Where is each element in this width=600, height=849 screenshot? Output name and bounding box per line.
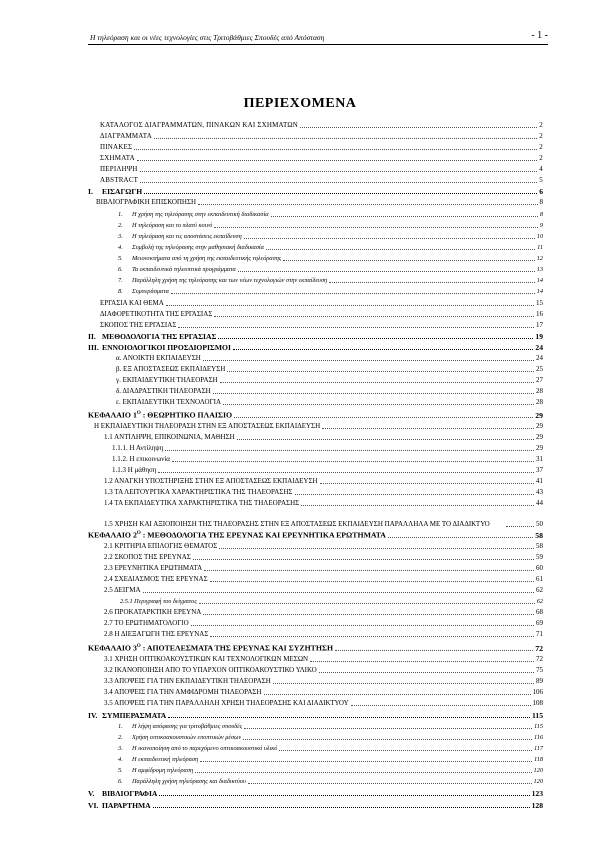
toc-entry-page: 72 <box>536 655 543 663</box>
dot-leader <box>210 636 534 637</box>
dot-leader <box>279 750 532 751</box>
toc-entry-label: 2.4 ΣΧΕΔΙΑΣΜΟΣ ΤΗΣ ΕΡΕΥΝΑΣ <box>104 575 208 583</box>
dot-leader <box>248 783 532 784</box>
toc-entry[interactable] <box>88 721 543 731</box>
toc-entry-page: 15 <box>536 299 543 307</box>
toc-entry-page: 29 <box>536 444 543 452</box>
toc-entry-page: 120 <box>533 767 543 774</box>
toc-entry-page: 6 <box>539 187 543 196</box>
dot-leader <box>137 160 537 161</box>
toc-entry-page: 59 <box>536 553 543 561</box>
toc-entry-number: 5. <box>118 255 123 262</box>
dot-leader <box>198 204 537 205</box>
toc-entry-page: 5 <box>539 176 543 184</box>
toc-entry[interactable] <box>88 607 543 617</box>
toc-entry-page: 2 <box>539 121 543 129</box>
toc-entry-label: 2.6 ΠΡΟΚΑΤΑΡΚΤΙΚΗ ΕΡΕΥΝΑ <box>104 608 202 616</box>
toc-entry-label: ΔΙΑΦΟΡΕΤΙΚΟΤΗΤΑ ΤΗΣ ΕΡΓΑΣΙΑΣ <box>100 310 213 318</box>
dot-leader <box>210 581 534 582</box>
dot-leader <box>214 227 537 228</box>
dot-leader <box>153 807 530 808</box>
dot-leader <box>143 592 534 593</box>
toc-entry-label: 2.8 Η ΔΙΕΞΑΓΩΓΗ ΤΗΣ ΕΡΕΥΝΑΣ <box>104 630 209 638</box>
toc-entry-label: 1.1.1. Η Αντίληψη <box>112 444 164 452</box>
toc-entry-label: ΒΙΒΛΙΟΓΡΑΦΙΚΗ ΕΠΙΣΚΟΠΗΣΗ <box>96 198 197 206</box>
toc-entry-label: Η τηλεόραση και τις αποστάσεις εκπαίδευση <box>132 233 242 240</box>
toc-entry-page: 106 <box>532 688 543 696</box>
toc-entry-label: ΕΡΓΑΣΙΑ ΚΑΙ ΘΕΜΑ <box>100 299 164 307</box>
toc-entry-page: 24 <box>536 354 543 362</box>
dot-leader <box>144 193 537 194</box>
toc-entry-page: 62 <box>536 598 543 605</box>
toc-entry-label: 2.7 ΤΟ ΕΡΩΤΗΜΑΤΟΛΟΓΙΟ <box>104 619 189 627</box>
toc-entry[interactable] <box>88 253 543 263</box>
toc-entry-label: 2.2 ΣΚΟΠΟΣ ΤΗΣ ΕΡΕΥΝΑΣ <box>104 553 191 561</box>
toc-entry-label <box>88 642 333 653</box>
toc-entry-label: Τα εκπαιδευτικά τηλεοπτικά προγράμματα <box>132 266 236 273</box>
toc-entry-page: 17 <box>536 321 543 329</box>
toc-entry-page: 2 <box>539 132 543 140</box>
toc-entry-label: ΠΕΡΙΛΗΨΗ <box>100 165 138 173</box>
toc-entry[interactable] <box>88 665 543 675</box>
toc-entry[interactable] <box>88 765 543 775</box>
dot-leader <box>171 293 535 294</box>
toc-entry-page: 19 <box>535 332 543 341</box>
dot-leader <box>218 338 533 339</box>
dot-leader <box>140 171 538 172</box>
toc-entry-page: 89 <box>536 677 543 685</box>
toc-entry-page: 117 <box>534 745 543 752</box>
dot-leader <box>244 238 535 239</box>
toc-entry-number: 5. <box>118 767 123 774</box>
toc-entry-page: 61 <box>536 575 543 583</box>
toc-entry-label: 2.5 ΔΕΙΓΜΑ <box>104 586 141 594</box>
toc-entry[interactable] <box>88 386 543 396</box>
toc-entry[interactable] <box>88 220 543 230</box>
toc-entry[interactable] <box>88 654 543 664</box>
dot-leader <box>264 694 531 695</box>
dot-leader <box>154 138 537 139</box>
toc-entry-label: Συμβολή της τηλεόρασης στην μαθησιακή διαδικασία <box>132 244 264 251</box>
toc-entry[interactable] <box>88 618 543 628</box>
toc-entry-label: Η εκπαιδευτική τηλεόραση <box>132 756 199 763</box>
toc-entry[interactable] <box>88 476 543 486</box>
dot-leader <box>237 439 534 440</box>
toc-entry[interactable] <box>88 776 543 786</box>
toc-entry[interactable] <box>88 487 543 497</box>
toc-entry[interactable] <box>88 186 543 196</box>
toc-entry-page: 13 <box>536 266 543 273</box>
dot-leader <box>506 526 534 527</box>
toc-entry-label: 1.1.2. Η επικοινωνία <box>112 455 170 463</box>
toc-entry-page: 37 <box>536 466 543 474</box>
toc-entry-page: 69 <box>536 619 543 627</box>
toc-entry[interactable] <box>88 454 543 464</box>
toc-entry[interactable] <box>88 530 543 540</box>
toc-entry[interactable] <box>88 275 543 285</box>
toc-entry-label: Η ΕΚΠΑΙΔΕΥΤΙΚΗ ΤΗΛΕΟΡΑΣΗ ΣΤΗΝ ΕΞ ΑΠΟΣΤΑΣΕΩΣ ΕΚΠΑΙΔΕΥΣΗ <box>94 422 321 430</box>
toc-entry-page: 2 <box>539 154 543 162</box>
toc-entry-label: ΔΙΑΓΡΑΜΜΑΤΑ <box>100 132 152 140</box>
dot-leader <box>320 483 534 484</box>
dot-leader <box>195 772 531 773</box>
toc-entry[interactable] <box>88 264 543 274</box>
dot-leader <box>168 717 530 718</box>
toc-entry-label: β. ΕΞ ΑΠΟΣΤΑΣΕΩΣ ΕΚΠΑΙΔΕΥΣΗ <box>116 365 226 373</box>
toc-entry-number: 4. <box>118 756 123 763</box>
toc-entry[interactable] <box>88 643 543 653</box>
toc-entry-label <box>88 529 386 540</box>
toc-entry[interactable] <box>88 443 543 453</box>
toc-entry-number: III. <box>88 343 99 352</box>
page-header <box>88 30 548 45</box>
toc-entry-page: 29 <box>536 433 543 441</box>
toc-entry-page: 118 <box>534 756 543 763</box>
toc-entry[interactable] <box>88 153 543 163</box>
toc-entry-label: 1.5 ΧΡΗΣΗ ΚΑΙ ΑΞΙΟΠΟΙΗΣΗ ΤΗΣ ΤΗΛΕΟΡΑΣΗΣ ΣΤΗΝ ΕΞ ΑΠΟΣΤΑΣΕΩΣ ΕΚΠΑΙΔΕΥΣΗ ΠΑΡΑΛΛΗΛΑ ΜΕ ΤΟ ΔΙΑΔΙΚΤΥΟ <box>104 520 490 528</box>
toc-entry[interactable] <box>88 629 543 639</box>
toc-entry-page: 43 <box>536 488 543 496</box>
toc-entry[interactable] <box>88 120 543 130</box>
toc-entry-page: 10 <box>536 233 543 240</box>
dot-leader <box>140 182 537 183</box>
dot-leader <box>203 614 534 615</box>
dot-leader <box>244 728 532 729</box>
dot-leader <box>233 349 533 350</box>
toc-entry[interactable] <box>88 743 543 753</box>
toc-entry-page: 27 <box>536 376 543 384</box>
toc-entry-page: 128 <box>531 801 543 810</box>
toc-entry-number: 1. <box>118 723 123 730</box>
dot-leader <box>310 661 534 662</box>
toc-entry-label: 1.1 ΑΝΤΙΛΗΨΗ, ΕΠΙΚΟΙΝΩΝΙΑ, ΜΑΘΗΣΗ <box>104 433 235 441</box>
toc-entry[interactable] <box>88 676 543 686</box>
toc-entry-label: α. ΑΝΟΙΚΤΗ ΕΚΠΑΙΔΕΥΣΗ <box>116 354 201 362</box>
toc-entry-label: 3.1 ΧΡΗΣΗ ΟΠΤΙΚΟΑΚΟΥΣΤΙΚΩΝ ΚΑΙ ΤΕΧΝΟΛΟΓΙΚΩΝ ΜΕΣΩΝ <box>104 655 309 663</box>
toc-entry-label: 3.2 ΙΚΑΝΟΠΟΙΗΣΗ ΑΠΟ ΤΟ ΥΠΑΡΧΟΝ ΟΠΤΙΚΟΑΚΟΥΣΤΙΚΟ ΥΛΙΚΟ <box>104 666 317 674</box>
toc-entry[interactable] <box>88 197 543 207</box>
dot-leader <box>273 683 534 684</box>
toc-entry[interactable] <box>88 465 543 475</box>
dot-leader <box>322 428 534 429</box>
dot-leader <box>388 537 533 538</box>
toc-entry-label: Μειονεκτήματα από τη χρήση της εκπαιδευτικής τηλεόρασης <box>132 255 282 262</box>
toc-entry-page: 29 <box>535 411 543 420</box>
toc-entry-page: 24 <box>535 343 543 352</box>
toc-entry-label: ΚΑΤΑΛΟΓΟΣ ΔΙΑΓΡΑΜΜΑΤΩΝ, ΠΙΝΑΚΩΝ ΚΑΙ ΣΧΗΜΑΤΩΝ <box>100 121 299 129</box>
toc-entry[interactable] <box>88 509 543 529</box>
dot-leader <box>213 393 534 394</box>
toc-entry-page: 8 <box>539 211 543 218</box>
toc-entry-label: 2.1 ΚΡΙΤΗΡΙΑ ΕΠΙΛΟΓΗΣ ΘΕΜΑΤΟΣ <box>104 542 218 550</box>
toc-entry[interactable] <box>88 563 543 573</box>
chapter-label: ΚΕΦΑΛΑΙΟ 3 <box>88 644 137 653</box>
toc-entry-page: 16 <box>536 310 543 318</box>
toc-entry-number: I. <box>88 187 93 196</box>
toc-entry-page: 14 <box>536 288 543 295</box>
toc-entry[interactable] <box>88 421 543 431</box>
toc-entry-page: 120 <box>533 778 543 785</box>
toc-entry-label: Συμπεράσματα <box>132 288 169 295</box>
toc-entry-label: γ. ΕΚΠΑΙΔΕΥΤΙΚΗ ΤΗΛΕΟΡΑΣΗ <box>116 376 218 384</box>
dot-leader <box>351 705 531 706</box>
toc-entry-label: Παράλληλη χρήση τηλεόρασης και διαδικτύου <box>132 778 246 785</box>
toc-entry-label: 1.2 ΑΝΑΓΚΗ ΥΠΟΣΤΗΡΙΞΗΣ ΣΤΗΝ ΕΞ ΑΠΟΣΤΑΣΕΩΣ ΕΚΠΑΙΔΕΥΣΗ <box>104 477 318 485</box>
dot-leader <box>199 603 535 604</box>
chapter-superscript: Ο <box>136 411 141 417</box>
toc-entry-page: 58 <box>536 542 543 550</box>
toc-entry[interactable] <box>88 320 543 330</box>
toc-entry-label: δ. ΔΙΑΔΡΑΣΤΙΚΗ ΤΗΛΕΟΡΑΣΗ <box>116 387 211 395</box>
toc-entry-number: 2. <box>118 222 123 229</box>
toc-entry-label: 1.3 ΤΑ ΛΕΙΤΟΥΡΓΙΚΑ ΧΑΡΑΚΤΗΡΙΣΤΙΚΑ ΤΗΣ ΤΗΛΕΟΡΑΣΗΣ <box>104 488 293 496</box>
toc-entry[interactable] <box>88 552 543 562</box>
toc-entry-page: 75 <box>536 666 543 674</box>
dot-leader <box>178 327 534 328</box>
toc-entry-number: II. <box>88 332 96 341</box>
toc-entry-number: V. <box>88 789 95 798</box>
toc-entry-label: Η αμφίδρομη τηλεόραση <box>132 767 194 774</box>
toc-entry[interactable] <box>88 309 543 319</box>
dot-leader <box>295 494 535 495</box>
dot-leader <box>204 570 534 571</box>
dot-leader <box>220 382 534 383</box>
toc-entry-page: 71 <box>536 630 543 638</box>
toc-entry-number: 4. <box>118 244 123 251</box>
toc-entry[interactable] <box>88 788 543 798</box>
chapter-superscript: Ο <box>136 531 141 537</box>
dot-leader <box>158 472 534 473</box>
toc-entry-label: ΜΕΘΟΔΟΛΟΓΙΑ ΤΗΣ ΕΡΓΑΣΙΑΣ <box>102 332 217 341</box>
toc-entry-page: 58 <box>535 531 543 540</box>
toc-entry-label: ΕΝΝΟΙΟΛΟΓΙΚΟΙ ΠΡΟΣΔΙΟΡΙΣΜΟΙ <box>102 343 231 352</box>
toc-entry-label: ΣΥΜΠΕΡΑΣΜΑΤΑ <box>102 711 167 720</box>
dot-leader <box>227 371 534 372</box>
dot-leader <box>219 548 534 549</box>
dot-leader <box>172 461 534 462</box>
toc-entry[interactable] <box>88 732 543 742</box>
toc-entry[interactable] <box>88 800 543 810</box>
toc-entry-label: 3.5 ΑΠΟΨΕΙΣ ΓΙΑ ΤΗΝ ΠΑΡΑΛΛΗΛΗ ΧΡΗΣΗ ΤΗΛΕΟΡΑΣΗΣ ΚΑΙ ΔΙΑΔΙΚΤΥΟΥ <box>104 699 349 707</box>
toc-entry[interactable] <box>88 710 543 720</box>
toc-entry-number: VI. <box>88 801 99 810</box>
chapter-title: : ΘΕΩΡΗΤΙΚΟ ΠΛΑΙΣΙΟ <box>140 411 233 420</box>
dot-leader <box>203 360 534 361</box>
toc-entry-number: 6. <box>118 778 123 785</box>
toc-entry-page: 115 <box>532 711 543 720</box>
dot-leader <box>214 316 534 317</box>
dot-leader <box>283 260 534 261</box>
dot-leader <box>301 505 534 506</box>
toc-entry-label: Η τηλεόραση και το πλατύ κοινό <box>132 222 213 229</box>
toc-entry[interactable] <box>88 687 543 697</box>
toc-entry-label: Χρήση οπτικοακουστικών εποπτικών μέσων <box>132 734 242 741</box>
toc-entry[interactable] <box>88 574 543 584</box>
chapter-title: : ΑΠΟΤΕΛΕΣΜΑΤΑ ΤΗΣ ΕΡΕΥΝΑΣ ΚΑΙ ΣΥΖΗΤΗΣΗ <box>140 644 334 653</box>
toc-entry[interactable] <box>88 331 543 341</box>
dot-leader <box>335 650 533 651</box>
toc-entry-page: 11 <box>537 244 543 251</box>
dot-leader <box>300 127 537 128</box>
toc-entry-page: 8 <box>539 198 543 206</box>
toc-entry-label: 2.3 ΕΡΕΥΝΗΤΙΚΑ ΕΡΩΤΗΜΑΤΑ <box>104 564 203 572</box>
toc-entry-label: 1.4 ΤΑ ΕΚΠΑΙΔΕΥΤΙΚΑ ΧΑΡΑΚΤΗΡΙΣΤΙΚΑ ΤΗΣ ΤΗΛΕΟΡΑΣΗΣ <box>104 499 300 507</box>
toc-entry-page: 12 <box>536 255 543 262</box>
chapter-title: : ΜΕΘΟΔΟΛΟΓΙΑ ΤΗΣ ΕΡΕΥΝΑΣ ΚΑΙ ΕΡΕΥΝΗΤΙΚΑ ΕΡΩΤΗΜΑΤΑ <box>140 531 386 540</box>
toc-entry[interactable] <box>88 698 543 708</box>
toc-entry-label: Παράλληλη χρήση της τηλεόρασης και των νέων τεχνολογιών στην εκπαίδευση <box>132 277 328 284</box>
toc-entry-label: 3.4 ΑΠΟΨΕΙΣ ΓΙΑ ΤΗΝ ΑΜΦΙΔΡΟΜΗ ΤΗΛΕΟΡΑΣΗ <box>104 688 262 696</box>
toc-entry-page: 72 <box>535 644 543 653</box>
toc-entry-label: ΠΙΝΑΚΕΣ <box>100 143 133 151</box>
toc-entry-label: 2.5.1 Περιγραφή του δείγματος <box>120 598 197 605</box>
dot-leader <box>134 149 537 150</box>
toc-entry-page: 50 <box>536 520 543 528</box>
toc-entry[interactable] <box>88 353 543 363</box>
toc-entry[interactable] <box>88 498 543 508</box>
toc-entry-page: 28 <box>536 387 543 395</box>
toc-entry[interactable] <box>88 164 543 174</box>
toc-entry-page: 123 <box>531 789 543 798</box>
toc-entry-label: ΣΧΗΜΑΤΑ <box>100 154 135 162</box>
toc-entry[interactable] <box>88 175 543 185</box>
toc-entry-page: 44 <box>536 499 543 507</box>
toc-entry-number: 8. <box>118 288 123 295</box>
toc-entry-page: 28 <box>536 398 543 406</box>
dot-leader <box>329 282 535 283</box>
toc-entry[interactable] <box>88 242 543 252</box>
toc-entry-label: Η λήψη απόφασης για τριτοβάθμιες σπουδές <box>132 723 243 730</box>
toc-entry[interactable] <box>88 209 543 219</box>
toc-entry[interactable] <box>88 596 543 606</box>
toc-entry-label: ΒΙΒΛΙΟΓΡΑΦΙΑ <box>102 789 158 798</box>
toc-entry-number: 3. <box>118 745 123 752</box>
toc-entry-number: 3. <box>118 233 123 240</box>
toc-entry[interactable] <box>88 231 543 241</box>
dot-leader <box>271 216 538 217</box>
toc-entry-number: 7. <box>118 277 123 284</box>
toc-entry-page: 108 <box>532 699 543 707</box>
toc-entry-label <box>88 409 232 420</box>
toc-entry[interactable] <box>88 286 543 296</box>
dot-leader <box>238 271 535 272</box>
toc-entry-page: 68 <box>536 608 543 616</box>
toc-entry[interactable] <box>88 364 543 374</box>
toc-entry-page: 115 <box>534 723 543 730</box>
toc-entry[interactable] <box>88 410 543 420</box>
toc-entry[interactable] <box>88 397 543 407</box>
dot-leader <box>165 450 534 451</box>
toc-entry-number: 6. <box>118 266 123 273</box>
toc-entry-label: ΠΑΡΑΡΤΗΜΑ <box>102 801 151 810</box>
toc-entry-number: 2. <box>118 734 123 741</box>
page-number: - 1 - <box>531 30 548 41</box>
toc-entry[interactable] <box>88 131 543 141</box>
chapter-label: ΚΕΦΑΛΑΙΟ 1 <box>88 411 137 420</box>
toc-title: ΠΕΡΙΕΧΟΜΕΝΑ <box>243 96 357 111</box>
toc-entry-page: 41 <box>536 477 543 485</box>
dot-leader <box>266 249 535 250</box>
toc-entry-label: 3.3 ΑΠΟΨΕΙΣ ΓΙΑ ΤΗΝ ΕΚΠΑΙΔΕΥΤΙΚΗ ΤΗΛΕΟΡΑΣΗ <box>104 677 271 685</box>
chapter-superscript: Ο <box>136 644 141 650</box>
toc-entry-label: ε. ΕΚΠΑΙΔΕΥΤΙΚΗ ΤΕΧΝΟΛΟΓΙΑ <box>116 398 222 406</box>
toc-entry-label: ΣΚΟΠΟΣ ΤΗΣ ΕΡΓΑΣΙΑΣ <box>100 321 177 329</box>
dot-leader <box>200 761 532 762</box>
toc-entry-page: 60 <box>536 564 543 572</box>
chapter-label: ΚΕΦΑΛΑΙΟ 2 <box>88 531 137 540</box>
toc-entry[interactable] <box>88 375 543 385</box>
toc-entry-page: 2 <box>539 143 543 151</box>
toc-entry-label: 1.1.3 Η μάθηση <box>112 466 157 474</box>
dot-leader <box>191 625 534 626</box>
toc-entry-label: ΕΙΣΑΓΩΓΗ <box>102 187 143 196</box>
dot-leader <box>193 559 534 560</box>
toc-entry-label: Η χρήση της τηλεόρασης στην εκπαιδευτική διαδικασία <box>132 211 269 218</box>
toc-entry-page: 9 <box>539 222 543 229</box>
toc-entry[interactable] <box>88 541 543 551</box>
toc-entry-number: 1. <box>118 211 123 218</box>
dot-leader <box>234 417 533 418</box>
header-title: Η τηλεόραση και οι νέες τεχνολογίες στις Τριτοβάθμιες Σπουδές από Απόσταση <box>90 33 325 42</box>
toc-entry-label: Η ικανοποίηση από το παρεχόμενο οπτικοακουστικό υλικό <box>132 745 278 752</box>
dot-leader <box>243 739 532 740</box>
toc-entry[interactable] <box>88 585 543 595</box>
toc-entry[interactable] <box>88 754 543 764</box>
toc-entry-number: IV. <box>88 711 98 720</box>
toc-entry[interactable] <box>88 432 543 442</box>
toc-entry[interactable] <box>88 342 543 352</box>
dot-leader <box>223 404 534 405</box>
toc-entry-label: ABSTRACT <box>100 176 139 184</box>
toc-entry-page: 14 <box>536 277 543 284</box>
toc-entry-page: 29 <box>536 422 543 430</box>
toc-entry-page: 116 <box>534 734 543 741</box>
dot-leader <box>166 305 534 306</box>
toc-entry-page: 31 <box>536 455 543 463</box>
toc-entry-page: 62 <box>536 586 543 594</box>
dot-leader <box>159 795 529 796</box>
dot-leader <box>319 672 534 673</box>
toc-entry[interactable] <box>88 142 543 152</box>
toc-entry[interactable] <box>88 298 543 308</box>
toc-entry-page: 4 <box>539 165 543 173</box>
toc-entry-page: 25 <box>536 365 543 373</box>
